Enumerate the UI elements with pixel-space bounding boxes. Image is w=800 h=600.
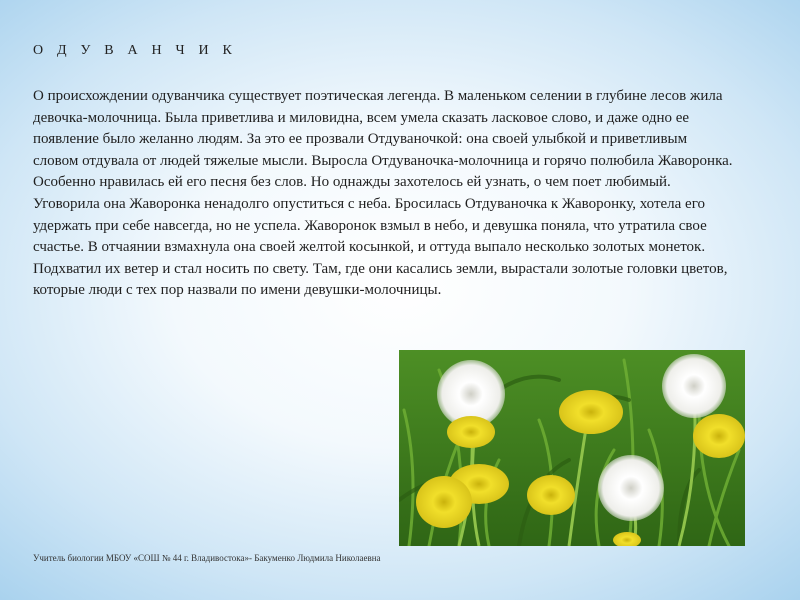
legend-text: О происхождении одуванчика существует поэтическая легенда. В маленьком селении в глубине лесов жила девочка-молочница. Была приветлива и миловидна, всем умела сказать ласковое слово, и даже одно ее появление было желанно людям. За это ее прозвали Отдуваночкой: она своей улыбкой и приветливым словом отдувала от людей тяжелые мысли. Выросла Отдуваночка-молочница и горячо полюбила Жаворонка. Особенно нравилась ей его песня без слов. Но однажды захотелось ей узнать, о чем поет любимый. Уговорила она Жаворонка ненадолго опуститься с неба. Бросилась Отдуваночка к Жаворонку, хотела его удержать при себе навсегда, но не успела. Жаворонок взмыл в небо, и девушка поняла, что утратила свое счастье. В отчаянии взмахнула она своей желтой косынкой, и оттуда выпало несколько золотых монеток. Подхватил их ветер и стал носить по свету. Там, где они касались земли, вырастали золотые головки цветов, которые люди с тех пор назвали по имени девушки-молочницы.: [33, 88, 733, 299]
dandelions-illustration: [399, 350, 745, 546]
author-footer: Учитель биологии МБОУ «СОШ № 44 г. Владивостока»- Бакуменко Людмила Николаевна: [33, 553, 381, 563]
slide-title: О Д У В А Н Ч И К: [33, 43, 238, 58]
dandelions-photo: [399, 350, 745, 546]
